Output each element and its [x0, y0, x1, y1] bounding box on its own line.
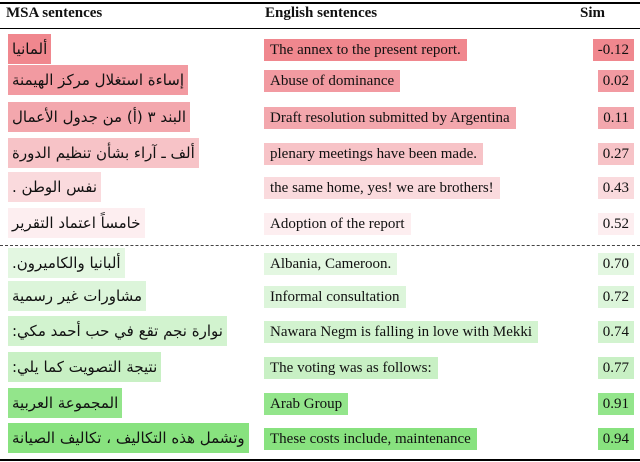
english-sentence: Albania, Cameroon. [264, 253, 397, 275]
header-msa: MSA sentences [6, 5, 103, 21]
msa-sentence: مشاورات غير رسمية [8, 281, 146, 311]
sim-score: 0.70 [598, 253, 634, 275]
english-sentence: These costs include, maintenance [264, 428, 477, 450]
table-row [0, 138, 640, 168]
msa-sentence: ألبانيا والكاميرون. [8, 248, 125, 278]
english-sentence: the same home, yes! we are brothers! [264, 177, 500, 199]
table-row [0, 65, 640, 95]
sim-score: 0.52 [598, 213, 634, 235]
table-row [0, 172, 640, 202]
table-row [0, 248, 640, 278]
header-english: English sentences [265, 5, 378, 21]
msa-sentence: ألف ـ آراء بشأن تنظيم الدورة [8, 138, 199, 168]
dashed-separator [0, 245, 640, 246]
msa-sentence: نتيجة التصويت كما يلي: [8, 352, 161, 382]
msa-sentence: نوارة نجم تقع في حب أحمد مكي: [8, 316, 227, 346]
english-sentence: Nawara Negm is falling in love with Mekki [264, 321, 538, 343]
english-sentence: The annex to the present report. [264, 39, 467, 61]
sim-score: 0.72 [598, 286, 634, 308]
sim-score: 0.02 [598, 70, 634, 92]
msa-sentence: البند ٣ (أ) من جدول الأعمال [8, 102, 190, 132]
english-sentence: plenary meetings have been made. [264, 143, 483, 165]
bottom-rule [0, 459, 640, 461]
english-sentence: Informal consultation [264, 286, 406, 308]
top-rule [0, 2, 640, 4]
sim-score: 0.27 [598, 143, 634, 165]
sim-score: 0.11 [598, 107, 634, 129]
msa-sentence: وتشمل هذه التكاليف ، تكاليف الصيانة [8, 423, 249, 453]
table-row [0, 208, 640, 238]
table-row [0, 281, 640, 311]
msa-sentence: إساءة استغلال مركز الهيمنة [8, 65, 188, 95]
msa-sentence: ألمانيا [8, 34, 51, 64]
table-row [0, 34, 640, 64]
msa-sentence: المجموعة العربية [8, 388, 122, 418]
sim-score: 0.77 [598, 357, 634, 379]
english-sentence: Draft resolution submitted by Argentina [264, 107, 516, 129]
table-row [0, 388, 640, 418]
table-row [0, 102, 640, 132]
msa-sentence: نفس الوطن . [8, 172, 101, 202]
sim-score: 0.74 [598, 321, 634, 343]
english-sentence: The voting was as follows: [264, 357, 438, 379]
sim-score: 0.94 [598, 428, 634, 450]
table-row [0, 352, 640, 382]
header-sim: Sim [580, 5, 606, 21]
sim-score: -0.12 [593, 39, 634, 61]
header-rule [0, 28, 640, 29]
table-row [0, 316, 640, 346]
english-sentence: Adoption of the report [264, 213, 411, 235]
english-sentence: Arab Group [264, 393, 348, 415]
msa-sentence: خامساً اعتماد التقرير [8, 208, 145, 238]
sim-score: 0.43 [598, 177, 634, 199]
sim-score: 0.91 [598, 393, 634, 415]
english-sentence: Abuse of dominance [264, 70, 400, 92]
table-row [0, 423, 640, 453]
